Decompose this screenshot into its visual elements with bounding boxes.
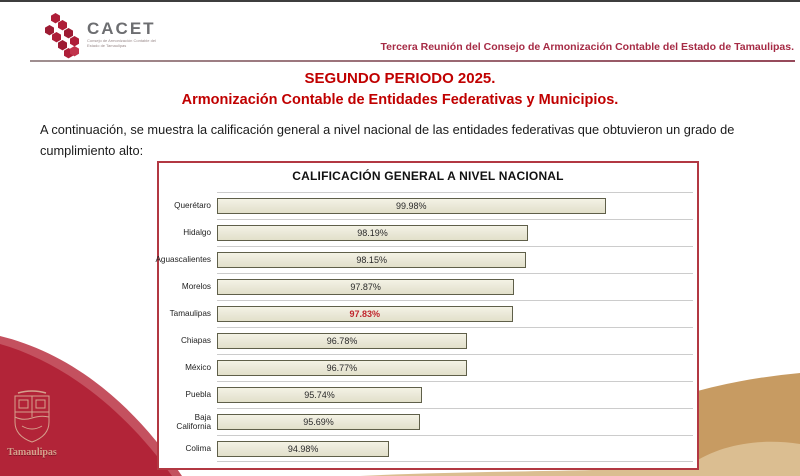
plot-area [217, 246, 693, 273]
bar-value-label: 94.98% [287, 444, 319, 454]
bar-value-label: 97.83% [349, 309, 381, 319]
national-score-chart [157, 161, 699, 470]
bar [217, 306, 513, 322]
plot-area [217, 219, 693, 246]
table-row [161, 354, 693, 381]
bar-value-label: 96.77% [326, 363, 358, 373]
plot-area [217, 327, 693, 354]
category-label: Baja California [176, 412, 211, 431]
table-row [161, 273, 693, 300]
plot-area [217, 435, 693, 462]
table-row [161, 300, 693, 327]
plot-area [217, 381, 693, 408]
bar-value-label: 95.69% [303, 417, 334, 427]
period-title: SEGUNDO PERIODO 2025. [304, 70, 496, 87]
table-row [161, 219, 693, 246]
bar [217, 225, 528, 241]
bar-value-label: 99.98% [396, 201, 427, 211]
intro-paragraph: A continuación, se muestra la calificación general a nivel nacional de las entidades federativas que obtuvieron un grado de cumplimiento alto: [40, 122, 735, 158]
cacet-hexagon-cluster-icon [44, 13, 82, 61]
table-row [161, 435, 693, 462]
bar [217, 360, 467, 376]
header-divider [30, 60, 795, 62]
table-row [161, 408, 693, 435]
bar [217, 198, 606, 214]
meeting-title: Tercera Reunión del Consejo de Armonización Contable del Estado de Tamaulipas. [380, 41, 794, 53]
category-label: Tamaulipas [169, 309, 211, 318]
chart-title: CALIFICACIÓN GENERAL A NIVEL NACIONAL [292, 169, 564, 183]
category-label: México [185, 363, 211, 372]
slide-top-edge [0, 0, 800, 2]
cacet-logo [44, 13, 157, 61]
category-label: Chiapas [180, 336, 211, 345]
bar [217, 333, 467, 349]
logo-acronym: CACET [87, 19, 156, 38]
chart-rows [155, 192, 693, 464]
category-label: Morelos [181, 282, 211, 291]
table-row [161, 381, 693, 408]
category-label: Hidalgo [183, 228, 211, 237]
table-row [155, 246, 693, 273]
bar-value-label: 95.74% [304, 390, 335, 400]
bar-value-label: 96.78% [326, 336, 358, 346]
bar-value-label: 98.15% [356, 255, 387, 265]
tamaulipas-coat-of-arms-icon [10, 390, 54, 446]
plot-area [217, 192, 693, 219]
bar [217, 414, 420, 430]
category-label: Colima [185, 444, 211, 453]
subtitle: Armonización Contable de Entidades Federativas y Municipios. [181, 92, 619, 108]
state-label: Tamaulipas [7, 447, 57, 458]
plot-area [217, 408, 693, 435]
bar [217, 441, 389, 457]
bar [217, 252, 526, 268]
plot-area [217, 354, 693, 381]
category-label: Querétaro [174, 201, 211, 210]
bar-value-label: 98.19% [357, 228, 388, 238]
table-row [161, 192, 693, 219]
bar [217, 387, 422, 403]
plot-area [217, 300, 693, 327]
logo-subtext: Consejo de Armonización Contable del Estado de Tamaulipas [87, 38, 156, 48]
category-label: Aguascalientes [155, 255, 211, 264]
table-row [161, 327, 693, 354]
category-label: Puebla [185, 390, 211, 399]
bar [217, 279, 514, 295]
bar-value-label: 97.87% [350, 282, 381, 292]
plot-area [217, 273, 693, 300]
